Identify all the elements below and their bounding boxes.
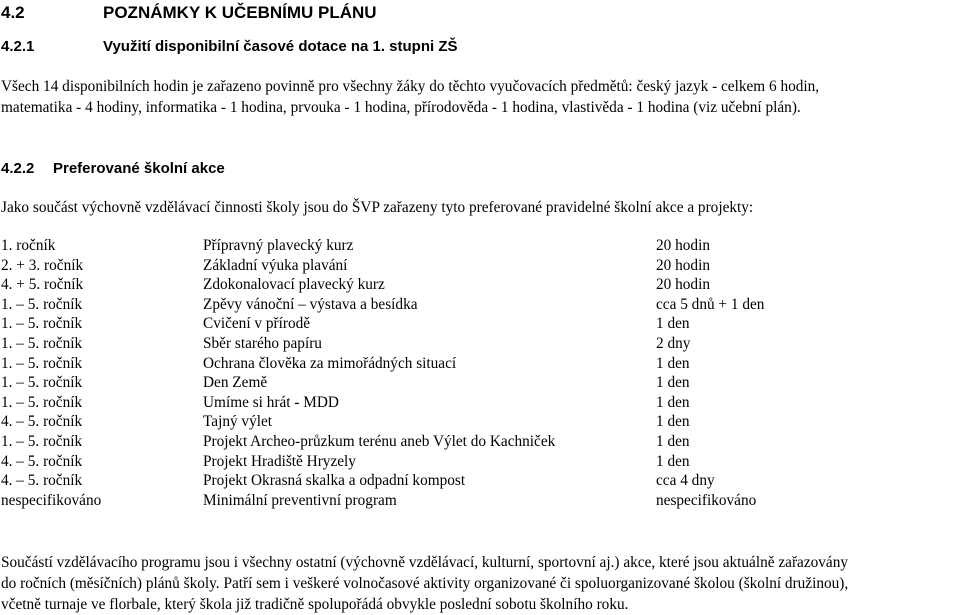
activity-duration: 1 den (656, 432, 690, 450)
school-events-intro: Jako součást výchovně vzdělávací činnosti školy jsou do ŠVP zařazeny tyto preferované pravidelné školní akce a projekty: (1, 199, 754, 216)
subsection-title: Preferované školní akce (53, 160, 225, 177)
section-title: POZNÁMKY K UČEBNÍMU PLÁNU (103, 3, 377, 22)
activity-duration: 1 den (656, 374, 690, 392)
activity-name: Zdokonalovací plavecký kurz (203, 276, 385, 294)
activity-grade: 1. – 5. ročník (1, 432, 83, 450)
activity-grade: nespecifikováno (1, 491, 102, 509)
section-number: 4.2 (1, 3, 25, 22)
activity-duration: 1 den (656, 354, 690, 372)
activity-name: Ochrana člověka za mimořádných situací (203, 354, 457, 372)
paragraph-line: do ročních (měsíčních) plánů školy. Patří sem i veškeré volnočasové aktivity organizované či spoluorganizované školou (školní družinou), (1, 575, 849, 592)
activity-name: Základní výuka plavání (203, 256, 348, 274)
activity-grade: 1. – 5. ročník (1, 315, 83, 333)
activity-name: Přípravný plavecký kurz (203, 237, 354, 254)
activity-grade: 1. ročník (1, 237, 56, 254)
activity-name: Den Země (203, 374, 268, 392)
subsection-heading-disposable-hours (1, 38, 458, 55)
section-heading (1, 3, 377, 23)
activity-name: Projekt Okrasná skalka a odpadní kompost (203, 472, 466, 490)
paragraph-line: matematika - 4 hodiny, informatika - 1 hodina, prvouka - 1 hodina, přírodověda - 1 hodina, vlastivěda - 1 hodina (viz učební plán). (1, 99, 801, 116)
activity-duration: 2 dny (656, 334, 691, 352)
activity-duration: cca 4 dny (656, 472, 715, 490)
activity-name: Umíme si hrát - MDD (203, 393, 339, 411)
activity-name: Projekt Hradiště Hryzely (203, 452, 356, 470)
activity-grade: 1. – 5. ročník (1, 354, 83, 372)
paragraph-line: Všech 14 disponibilních hodin je zařazeno povinně pro všechny žáky do těchto vyučovacích předmětů: český jazyk - celkem 6 hodin, (1, 78, 820, 95)
activity-grade: 4. – 5. ročník (1, 413, 83, 431)
activity-name: Cvičení v přírodě (203, 315, 311, 333)
closing-paragraph (1, 552, 848, 615)
activity-duration: 1 den (656, 413, 690, 431)
activity-name: Tajný výlet (203, 413, 273, 431)
paragraph-line: Součástí vzdělávacího programu jsou i všechny ostatní (výchovně vzdělávací, kulturní, sportovní aj.) akce, které jsou aktuálně zařazovány (1, 554, 848, 571)
activity-grade: 4. – 5. ročník (1, 472, 83, 490)
subsection-title: Využití disponibilní časové dotace na 1. stupni ZŠ (103, 38, 458, 55)
activity-name: Sběr starého papíru (203, 334, 322, 352)
subsection-number: 4.2.2 (1, 160, 35, 177)
activity-grade: 2. + 3. ročník (1, 256, 84, 274)
activity-duration: 1 den (656, 315, 690, 333)
activity-duration: cca 5 dnů + 1 den (656, 295, 765, 313)
activity-duration: 20 hodin (656, 256, 710, 274)
activity-duration: 20 hodin (656, 237, 710, 254)
paragraph-line: včetně turnaje ve florbale, který škola již tradičně spolupořádá obvykle poslední sobotu školního roku. (1, 596, 629, 613)
activity-name: Minimální preventivní program (203, 491, 397, 509)
activity-grade: 1. – 5. ročník (1, 295, 83, 313)
activity-duration: 1 den (656, 393, 690, 411)
subsection-heading-school-events (1, 160, 225, 177)
subsection-number: 4.2.1 (1, 38, 35, 55)
activity-grade: 1. – 5. ročník (1, 334, 83, 352)
activity-grade: 4. + 5. ročník (1, 276, 84, 294)
activity-name: Projekt Archeo-průzkum terénu aneb Výlet do Kachniček (203, 432, 556, 450)
activity-duration: nespecifikováno (656, 491, 757, 509)
activity-grade: 1. – 5. ročník (1, 374, 83, 392)
activity-grade: 1. – 5. ročník (1, 393, 83, 411)
activity-duration: 20 hodin (656, 276, 710, 294)
activity-name: Zpěvy vánoční – výstava a besídka (203, 295, 418, 313)
disposable-hours-paragraph (1, 76, 819, 118)
activity-grade: 4. – 5. ročník (1, 452, 83, 470)
activity-duration: 1 den (656, 452, 690, 470)
